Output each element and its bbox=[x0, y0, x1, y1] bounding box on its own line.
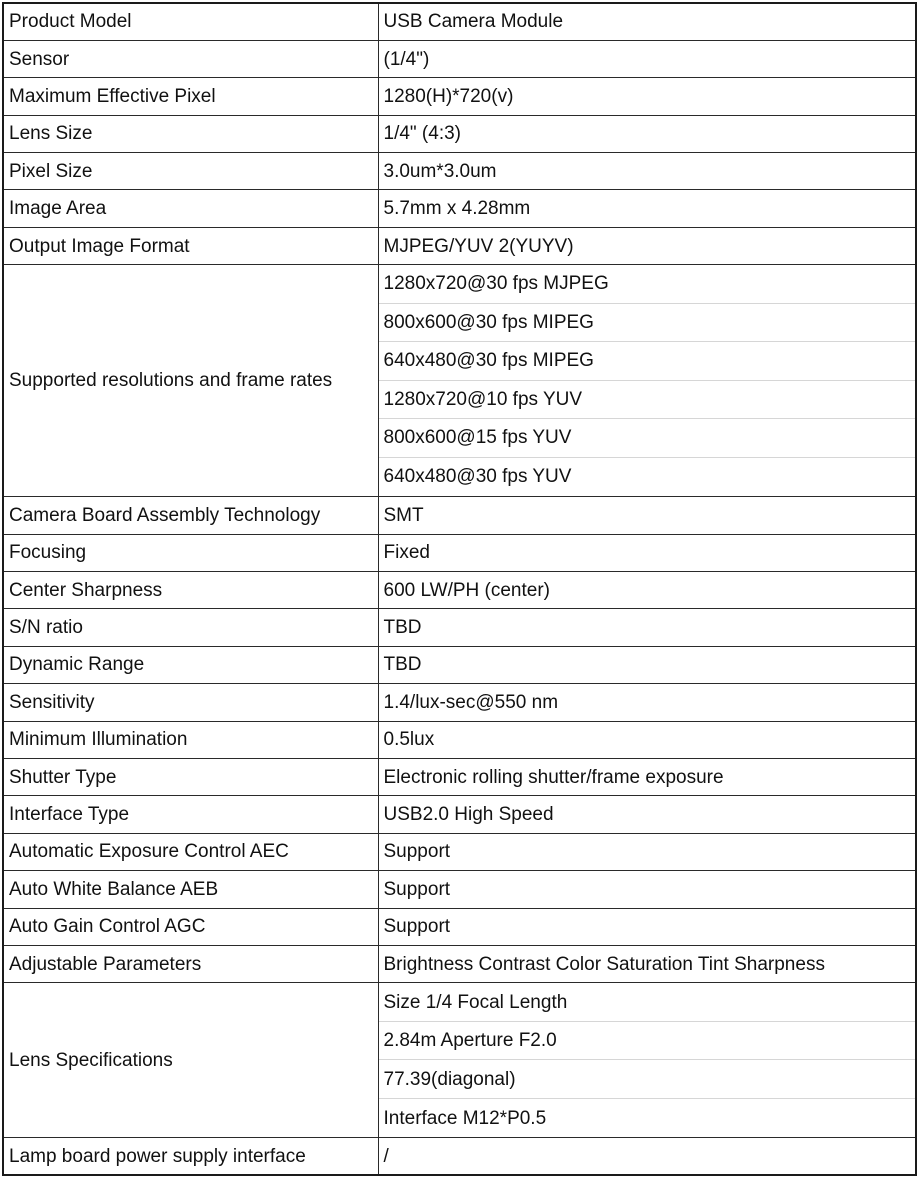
spec-row-shutter-type bbox=[3, 758, 916, 795]
spec-value: SMT bbox=[378, 497, 916, 534]
spec-label: Product Model bbox=[3, 3, 378, 40]
spec-label: Minimum Illumination bbox=[3, 721, 378, 758]
spec-row-sn-ratio bbox=[3, 609, 916, 646]
spec-row-agc bbox=[3, 908, 916, 945]
spec-row-image-area bbox=[3, 190, 916, 227]
spec-label: Camera Board Assembly Technology bbox=[3, 497, 378, 534]
spec-row-pixel-size bbox=[3, 153, 916, 190]
spec-label: S/N ratio bbox=[3, 609, 378, 646]
spec-value: (1/4") bbox=[378, 40, 916, 77]
spec-value: Support bbox=[378, 833, 916, 870]
spec-value: 600 LW/PH (center) bbox=[378, 572, 916, 609]
spec-label: Adjustable Parameters bbox=[3, 945, 378, 982]
lens-spec-item: 77.39(diagonal) bbox=[379, 1060, 916, 1099]
spec-label: Lens Size bbox=[3, 115, 378, 152]
spec-value: Fixed bbox=[378, 534, 916, 571]
spec-label: Lamp board power supply interface bbox=[3, 1138, 378, 1175]
spec-label: Image Area bbox=[3, 190, 378, 227]
spec-value: 5.7mm x 4.28mm bbox=[378, 190, 916, 227]
spec-row-aec bbox=[3, 833, 916, 870]
spec-value-list bbox=[378, 265, 916, 497]
spec-value: / bbox=[378, 1138, 916, 1175]
lens-spec-item: 2.84m Aperture F2.0 bbox=[379, 1022, 916, 1061]
spec-row-lamp-board-power bbox=[3, 1138, 916, 1175]
spec-label: Auto Gain Control AGC bbox=[3, 908, 378, 945]
spec-label: Focusing bbox=[3, 534, 378, 571]
spec-row-product-model bbox=[3, 3, 916, 40]
spec-value: Support bbox=[378, 871, 916, 908]
resolution-item: 800x600@15 fps YUV bbox=[379, 419, 916, 458]
resolution-item: 1280x720@30 fps MJPEG bbox=[379, 265, 916, 304]
spec-row-sensor bbox=[3, 40, 916, 77]
spec-value: Support bbox=[378, 908, 916, 945]
spec-value: 1.4/lux-sec@550 nm bbox=[378, 684, 916, 721]
spec-value: 3.0um*3.0um bbox=[378, 153, 916, 190]
spec-row-aeb bbox=[3, 871, 916, 908]
spec-label: Sensitivity bbox=[3, 684, 378, 721]
spec-row-interface-type bbox=[3, 796, 916, 833]
spec-value: Brightness Contrast Color Saturation Tint Sharpness bbox=[378, 945, 916, 982]
spec-row-supported-resolutions bbox=[3, 265, 916, 497]
spec-value: 0.5lux bbox=[378, 721, 916, 758]
spec-row-sensitivity bbox=[3, 684, 916, 721]
spec-row-center-sharpness bbox=[3, 572, 916, 609]
spec-label: Supported resolutions and frame rates bbox=[3, 265, 378, 497]
resolution-item: 640x480@30 fps YUV bbox=[383, 466, 572, 488]
spec-row-assembly-technology bbox=[3, 497, 916, 534]
spec-row-lens-size bbox=[3, 115, 916, 152]
spec-label: Pixel Size bbox=[3, 153, 378, 190]
spec-value: TBD bbox=[378, 646, 916, 683]
spec-label: Lens Specifications bbox=[3, 983, 378, 1138]
spec-label: Shutter Type bbox=[3, 758, 378, 795]
spec-label: Sensor bbox=[3, 40, 378, 77]
spec-label: Auto White Balance AEB bbox=[3, 871, 378, 908]
spec-row-dynamic-range bbox=[3, 646, 916, 683]
spec-value: Electronic rolling shutter/frame exposure bbox=[378, 758, 916, 795]
spec-row-focusing bbox=[3, 534, 916, 571]
spec-value: MJPEG/YUV 2(YUYV) bbox=[378, 227, 916, 264]
spec-value: TBD bbox=[378, 609, 916, 646]
lens-spec-item: Interface M12*P0.5 bbox=[383, 1107, 547, 1129]
spec-value: 1/4" (4:3) bbox=[378, 115, 916, 152]
spec-label: Interface Type bbox=[3, 796, 378, 833]
spec-label: Maximum Effective Pixel bbox=[3, 78, 378, 115]
spec-value: 1280(H)*720(v) bbox=[378, 78, 916, 115]
lens-spec-item: Size 1/4 Focal Length bbox=[379, 983, 916, 1022]
spec-table bbox=[2, 2, 917, 1176]
spec-label: Output Image Format bbox=[3, 227, 378, 264]
spec-label: Center Sharpness bbox=[3, 572, 378, 609]
spec-row-max-effective-pixel bbox=[3, 78, 916, 115]
spec-value-list bbox=[378, 983, 916, 1138]
spec-row-output-image-format bbox=[3, 227, 916, 264]
spec-row-minimum-illumination bbox=[3, 721, 916, 758]
spec-label: Dynamic Range bbox=[3, 646, 378, 683]
spec-label: Automatic Exposure Control AEC bbox=[3, 833, 378, 870]
resolution-item: 800x600@30 fps MIPEG bbox=[379, 304, 916, 343]
resolution-item: 640x480@30 fps MIPEG bbox=[379, 342, 916, 381]
spec-value: USB Camera Module bbox=[378, 3, 916, 40]
spec-row-adjustable-parameters bbox=[3, 945, 916, 982]
resolution-item: 1280x720@10 fps YUV bbox=[379, 381, 916, 420]
spec-row-lens-specifications bbox=[3, 983, 916, 1138]
spec-value: USB2.0 High Speed bbox=[378, 796, 916, 833]
